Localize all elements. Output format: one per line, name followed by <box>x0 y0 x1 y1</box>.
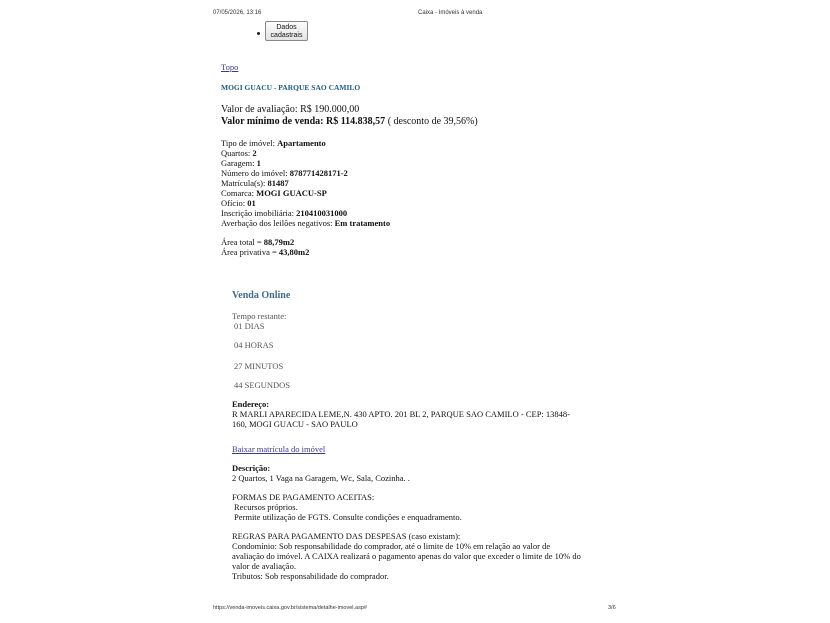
valor-minimo-desconto: ( desconto de 39,56%) <box>385 116 478 127</box>
dados-cadastrais-button[interactable]: Dados cadastrais <box>265 21 308 41</box>
timer-minutos: 27 MINUTOS <box>234 361 284 371</box>
timer-segundos: 44 SEGUNDOS <box>234 380 290 390</box>
area-total: Área total = 88,79m2 <box>221 237 295 247</box>
valor-avaliacao: Valor de avaliação: R$ 190.000,00 <box>221 104 360 115</box>
topo-link[interactable]: Topo <box>221 62 239 72</box>
pagamento-item: Recursos próprios. <box>234 502 298 512</box>
valor-minimo-label: Valor mínimo de venda: R$ 114.838,57 <box>221 116 386 127</box>
endereco-label: Endereço: <box>232 399 270 409</box>
baixar-matricula-link[interactable]: Baixar matrícula do imóvel <box>232 444 326 454</box>
pagamento-item: Permite utilização de FGTS. Consulte condições e enquadramento. <box>234 512 462 522</box>
despesas-title: REGRAS PARA PAGAMENTO DAS DESPESAS (caso existam): <box>232 531 461 541</box>
pagamento-title: FORMAS DE PAGAMENTO ACEITAS: <box>232 492 375 502</box>
endereco-line-2: 160, MOGI GUACU - SAO PAULO <box>232 419 358 429</box>
timer-dias: 01 DIAS <box>234 321 265 331</box>
descricao-label: Descrição: <box>232 463 271 473</box>
list-bullet <box>257 32 260 35</box>
detail-matricula: Matrícula(s): 81487 <box>221 178 289 188</box>
despesas-line: avaliação do imóvel. A CAIXA realizará o pagamento apenas do valor que exceder o limite de 10% do <box>232 551 581 561</box>
detail-oficio: Ofício: 01 <box>221 198 256 208</box>
despesas-line: Tributos: Sob responsabilidade do comprador. <box>232 571 389 581</box>
endereco-line-1: R MARLI APARECIDA LEME,N. 430 APTO. 201 BL 2, PARQUE SAO CAMILO - CEP: 13848- <box>232 409 570 419</box>
detail-quartos: Quartos: 2 <box>221 148 257 158</box>
print-title: Caixa - Imóveis à venda <box>418 10 483 16</box>
detail-comarca: Comarca: MOGI GUACU-SP <box>221 188 327 198</box>
descricao-text: 2 Quartos, 1 Vaga na Garagem, Wc, Sala, Cozinha. . <box>232 473 410 483</box>
detail-numero: Número do imóvel: 878771428171-2 <box>221 168 348 178</box>
despesas-line: valor de avaliação. <box>232 561 296 571</box>
venda-online-title: Venda Online <box>232 290 291 301</box>
detail-tipo: Tipo de imóvel: Apartamento <box>221 138 326 148</box>
despesas-line: Condomínio: Sob responsabilidade do comprador, até o limite de 10% em relação ao valor de <box>232 541 551 551</box>
print-page-number: 3/6 <box>608 605 616 611</box>
property-location: MOGI GUACU - PARQUE SAO CAMILO <box>221 83 361 92</box>
print-date: 07/05/2026, 13:16 <box>213 10 262 16</box>
timer-horas: 04 HORAS <box>234 340 274 350</box>
valor-minimo <box>221 116 478 127</box>
tempo-restante-label: Tempo restante: <box>232 311 287 321</box>
detail-garagem: Garagem: 1 <box>221 158 261 168</box>
detail-averbacao: Averbação dos leilões negativos: Em tratamento <box>221 218 391 228</box>
detail-inscricao: Inscrição imobiliária: 210410031000 <box>221 208 348 218</box>
print-url: https://venda-imoveis.caixa.gov.br/sistema/detalhe-imovel.asp# <box>213 605 367 611</box>
area-privativa: Área privativa = 43,80m2 <box>221 247 310 257</box>
